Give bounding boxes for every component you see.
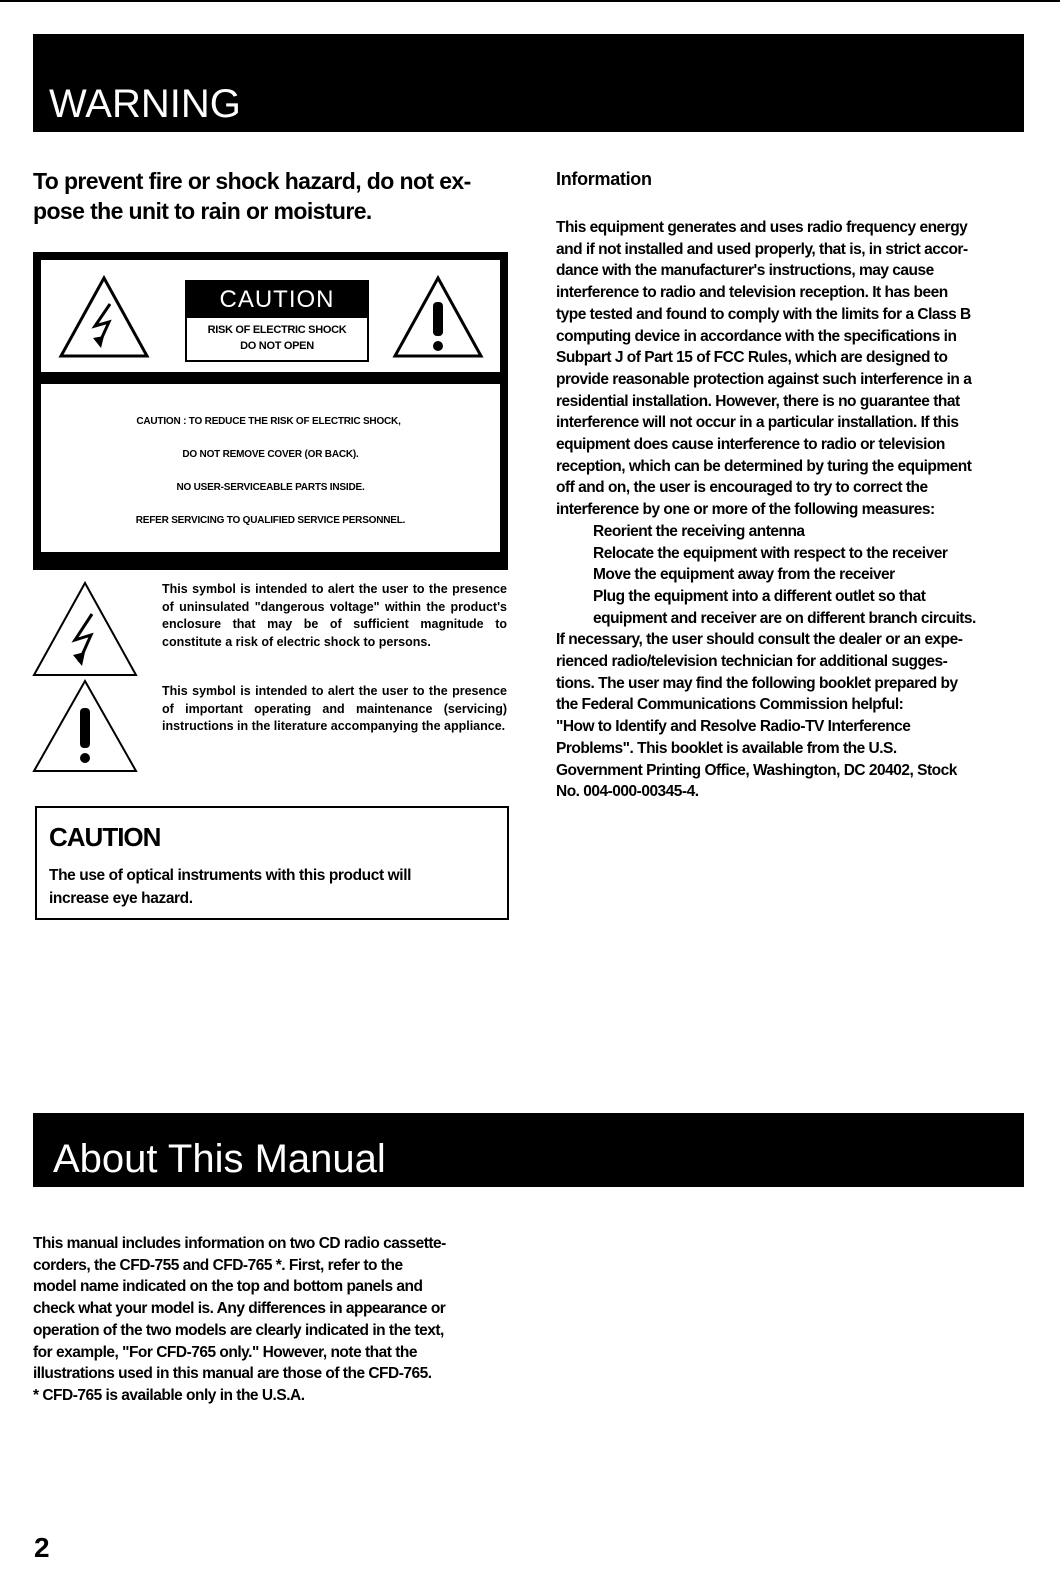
about-header-bar bbox=[33, 1113, 1024, 1187]
about-header-title: About This Manual bbox=[53, 1137, 386, 1181]
information-closing-line: rienced radio/television technician for additional sugges- bbox=[556, 653, 948, 671]
information-line: type tested and found to comply with the limits for a Class B bbox=[556, 305, 971, 323]
information-line: This equipment generates and uses radio frequency energy bbox=[556, 219, 968, 236]
optical-caution-box bbox=[35, 806, 509, 920]
about-line: operation of the two models are clearly indicated in the text, bbox=[33, 1321, 444, 1339]
information-closing-line: If necessary, the user should consult the dealer or an expe- bbox=[556, 631, 963, 649]
caution-instruction-line: CAUTION : TO REDUCE THE RISK OF ELECTRIC SHOCK, bbox=[136, 416, 401, 427]
about-line: corders, the CFD-755 and CFD-765 *. First, refer to the bbox=[33, 1256, 403, 1274]
information-line: interference will not occur in a particular installation. If this bbox=[556, 414, 959, 432]
information-line: interference to radio and television reception. It has been bbox=[556, 284, 948, 302]
about-line: illustrations used in this manual are those of the CFD-765. bbox=[33, 1365, 432, 1383]
caution-sign bbox=[185, 280, 369, 362]
information-line: Subpart J of Part 15 of FCC Rules, which are designed to bbox=[556, 349, 948, 367]
fire-hazard-statement bbox=[33, 166, 513, 226]
page-number: 2 bbox=[34, 1532, 50, 1563]
about-footnote: * CFD-765 is available only in the U.S.A. bbox=[33, 1386, 305, 1404]
exclamation-symbol-explanation: This symbol is intended to alert the user to the presence of important operating and maintenance (servicing) instructions in the literature accompanying the appliance. bbox=[162, 684, 507, 733]
information-line: off and on, the user is encouraged to try to correct the bbox=[556, 479, 928, 497]
caution-sign-line1: RISK OF ELECTRIC SHOCK bbox=[207, 324, 347, 336]
measure-item: Reorient the receiving antenna bbox=[593, 522, 805, 540]
information-body bbox=[556, 217, 976, 803]
lightning-symbol-explanation: This symbol is intended to alert the user to the presence of uninsulated "dangerous voltage" within the product's enclosure that may be of sufficient magnitude to constitute a risk of electric shock to persons. bbox=[162, 582, 507, 649]
caution-label-box bbox=[33, 252, 508, 570]
lightning-symbol-icon bbox=[30, 580, 140, 678]
information-line: interference by one or more of the following measures: bbox=[556, 501, 935, 519]
information-closing-line: "How to Identify and Resolve Radio-TV Interference bbox=[556, 718, 911, 736]
caution-instruction-line: REFER SERVICING TO QUALIFIED SERVICE PERSONNEL. bbox=[135, 515, 406, 526]
measure-item: Move the equipment away from the receiver bbox=[593, 566, 895, 584]
information-line: provide reasonable protection against such interference in a bbox=[556, 370, 972, 388]
measure-item: equipment and receiver are on different branch circuits. bbox=[593, 609, 976, 627]
exclamation-warning-icon bbox=[391, 274, 485, 360]
fire-hazard-line: pose the unit to rain or moisture. bbox=[33, 198, 372, 224]
information-line: and if not installed and used properly, that is, in strict accor- bbox=[556, 240, 968, 258]
about-line: This manual includes information on two CD radio cassette- bbox=[33, 1235, 446, 1252]
caution-sign-title: CAUTION bbox=[187, 282, 367, 318]
optical-caution-text bbox=[49, 864, 469, 910]
about-body bbox=[33, 1233, 446, 1407]
optical-caution-line: The use of optical instruments with this product will bbox=[49, 867, 412, 884]
measure-item: Relocate the equipment with respect to the receiver bbox=[593, 544, 948, 562]
information-closing-line: tions. The user may find the following booklet prepared by bbox=[556, 674, 958, 692]
information-line: dance with the manufacturer's instructions, may cause bbox=[556, 262, 934, 280]
exclamation-symbol-icon bbox=[30, 678, 140, 774]
information-line: computing device in accordance with the specifications in bbox=[556, 327, 957, 345]
information-closing-line: the Federal Communications Commission helpful: bbox=[556, 696, 904, 714]
information-closing-line: Problems". This booklet is available from the U.S. bbox=[556, 739, 897, 757]
lightning-warning-icon bbox=[57, 274, 151, 360]
optical-caution-line: increase eye hazard. bbox=[49, 890, 193, 907]
information-line: residential installation. However, there is no guarantee that bbox=[556, 392, 960, 410]
measure-item: Plug the equipment into a different outlet so that bbox=[593, 587, 926, 605]
warning-header-bar bbox=[33, 34, 1024, 132]
information-heading: Information bbox=[556, 169, 652, 189]
caution-instruction-line: DO NOT REMOVE COVER (OR BACK). bbox=[182, 449, 359, 460]
caution-sign-line2: DO NOT OPEN bbox=[240, 340, 314, 352]
top-rule bbox=[0, 0, 1060, 2]
caution-instruction-line: NO USER-SERVICEABLE PARTS INSIDE. bbox=[176, 482, 365, 493]
about-line: for example, "For CFD-765 only." However, note that the bbox=[33, 1343, 417, 1361]
caution-instructions-panel bbox=[41, 384, 500, 552]
information-line: reception, which can be determined by turing the equipment bbox=[556, 457, 972, 475]
information-line: equipment does cause interference to radio or television bbox=[556, 436, 945, 454]
caution-label-top-panel bbox=[41, 260, 500, 372]
information-closing-line: Government Printing Office, Washington, DC 20402, Stock bbox=[556, 761, 957, 779]
warning-header-title: WARNING bbox=[49, 82, 241, 126]
information-closing-line: No. 004-000-00345-4. bbox=[556, 783, 699, 801]
optical-caution-title: CAUTION bbox=[49, 822, 161, 852]
fire-hazard-line: To prevent fire or shock hazard, do not ex- bbox=[33, 168, 471, 194]
about-line: check what your model is. Any differences in appearance or bbox=[33, 1300, 446, 1318]
about-line: model name indicated on the top and bottom panels and bbox=[33, 1278, 423, 1296]
